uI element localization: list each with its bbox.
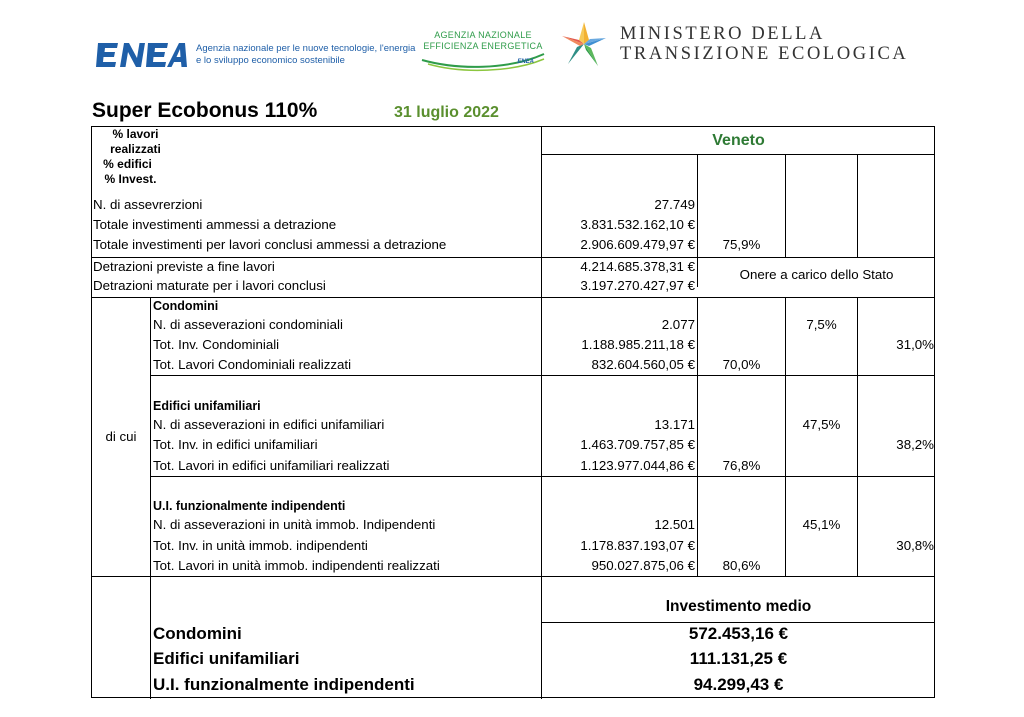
- group-row-edifici: 45,1%: [802, 517, 841, 532]
- medio-value-indipendenti: 94.299,43 €: [693, 675, 784, 694]
- col-header-invest: % Invest.: [104, 172, 157, 186]
- group-row-value: 13.171: [654, 417, 695, 432]
- ministry-star-icon: [560, 20, 608, 68]
- group-row-label: Tot. Inv. Condominiali: [153, 337, 280, 352]
- line-under-unifamiliari: [150, 476, 935, 477]
- group-row-value: 1.178.837.193,07 €: [580, 538, 695, 553]
- divider-value-lavori-bottom: [697, 297, 698, 576]
- row-pct-investimenti-conclusi: 75,9%: [722, 237, 761, 252]
- investimento-medio-header: Investimento medio: [665, 598, 812, 615]
- group-title-unifamiliari: Edifici unifamiliari: [153, 399, 261, 413]
- group-row-value: 2.077: [661, 317, 695, 332]
- ministry-name: [620, 24, 908, 64]
- divider-dicui: [150, 297, 151, 699]
- group-row-value: 12.501: [654, 517, 695, 532]
- medio-label-condomini: Condomini: [153, 624, 242, 643]
- row-label-detrazioni-maturate: Detrazioni maturate per i lavori conclusi: [93, 278, 326, 293]
- group-row-label: Tot. Lavori Condominiali realizzati: [153, 357, 352, 372]
- enea-tagline: [196, 43, 416, 67]
- ministry-line-2: TRANSIZIONE ECOLOGICA: [620, 44, 909, 64]
- medio-value-condomini: 572.453,16 €: [688, 624, 789, 643]
- group-row-label: Tot. Lavori in unità immob. indipendenti realizzati: [153, 558, 440, 573]
- agency-logo: [418, 30, 548, 74]
- enea-wordmark-icon: [96, 40, 188, 70]
- enea-tagline-line-1: Agenzia nazionale per le nuove tecnologie, l'energia: [196, 43, 416, 54]
- row-label-investimenti: Totale investimenti ammessi a detrazione: [93, 217, 337, 232]
- group-row-label: N. di asseverazioni condominiali: [153, 317, 343, 332]
- group-row-value: 950.027.875,06 €: [591, 558, 695, 573]
- page-title: Super Ecobonus 110%: [92, 99, 318, 122]
- agency-line-2: EFFICIENZA ENERGETICA: [423, 41, 543, 51]
- enea-logo: [96, 40, 188, 70]
- line-under-region: [541, 154, 935, 155]
- group-row-lavori: 76,8%: [722, 458, 761, 473]
- col-header-lavori-line-1: % lavori: [112, 127, 159, 141]
- group-row-value: 1.123.977.044,86 €: [580, 458, 695, 473]
- medio-label-unifamiliari: Edifici unifamiliari: [153, 649, 300, 668]
- medio-label-indipendenti: U.I. funzionalmente indipendenti: [153, 675, 415, 694]
- row-value-detrazioni-maturate: 3.197.270.427,97 €: [580, 278, 695, 293]
- agency-enea-mark: ENEA: [517, 59, 534, 65]
- group-row-invest: 38,2%: [896, 437, 934, 452]
- group-row-label: Tot. Lavori in edifici unifamiliari realizzati: [153, 458, 390, 473]
- group-row-value: 1.188.985.211,18 €: [581, 337, 695, 352]
- group-row-value: 1.463.709.757,85 €: [580, 437, 695, 452]
- row-value-investimenti-conclusi: 2.906.609.479,97 €: [580, 237, 695, 252]
- divider-lavori-edifici-top: [785, 155, 786, 257]
- agency-line-1: AGENZIA NAZIONALE: [434, 30, 532, 40]
- col-header-lavori: [92, 127, 179, 157]
- ecobonus-table: [91, 126, 935, 698]
- line-under-detrazioni: [92, 297, 935, 298]
- group-row-lavori: 80,6%: [722, 558, 761, 573]
- group-row-edifici: 47,5%: [802, 417, 841, 432]
- group-row-value: 832.604.560,05 €: [591, 357, 695, 372]
- ministry-line-1: MINISTERO DELLA: [620, 24, 825, 44]
- group-row-label: Tot. Inv. in unità immob. indipendenti: [153, 538, 368, 553]
- col-header-lavori-line-2: realizzati: [110, 142, 161, 156]
- enea-logo-block: [96, 38, 416, 72]
- group-row-invest: 31,0%: [896, 337, 934, 352]
- col-header-edifici: % edifici: [103, 157, 152, 171]
- enea-tagline-line-2: e lo sviluppo economico sostenibile: [196, 55, 345, 66]
- row-value-detrazioni-previste: 4.214.685.378,31 €: [580, 259, 695, 274]
- report-date: 31 luglio 2022: [394, 104, 499, 121]
- line-under-condomini: [150, 375, 935, 376]
- group-row-label: N. di asseverazioni in unità immob. Indipendenti: [153, 517, 436, 532]
- row-label-detrazioni-previste: Detrazioni previste a fine lavori: [93, 259, 275, 274]
- row-value-asseverazioni: 27.749: [654, 197, 695, 212]
- divider-edifici-invest-top: [857, 155, 858, 257]
- medio-value-unifamiliari: 111.131,25 €: [689, 649, 788, 668]
- row-label-investimenti-conclusi: Totale investimenti per lavori conclusi ammessi a detrazione: [93, 237, 447, 252]
- line-under-medio-header: [541, 622, 935, 623]
- group-title-condomini: Condomini: [153, 299, 219, 313]
- group-row-label: Tot. Inv. in edifici unifamiliari: [153, 437, 318, 452]
- row-label-asseverazioni: N. di assevrerzioni: [93, 197, 203, 212]
- group-row-invest: 30,8%: [896, 538, 934, 553]
- group-row-edifici: 7,5%: [806, 317, 837, 332]
- di-cui-label: di cui: [105, 429, 137, 444]
- region-name: Veneto: [712, 132, 765, 149]
- row-value-investimenti: 3.831.532.162,10 €: [580, 217, 695, 232]
- ministry-logo: [560, 20, 908, 68]
- onere-label: Onere a carico dello Stato: [739, 267, 894, 282]
- group-row-lavori: 70,0%: [722, 357, 761, 372]
- line-under-groups: [92, 576, 935, 577]
- group-title-indipendenti: U.I. funzionalmente indipendenti: [153, 499, 346, 513]
- group-row-label: N. di asseverazioni in edifici unifamiliari: [153, 417, 385, 432]
